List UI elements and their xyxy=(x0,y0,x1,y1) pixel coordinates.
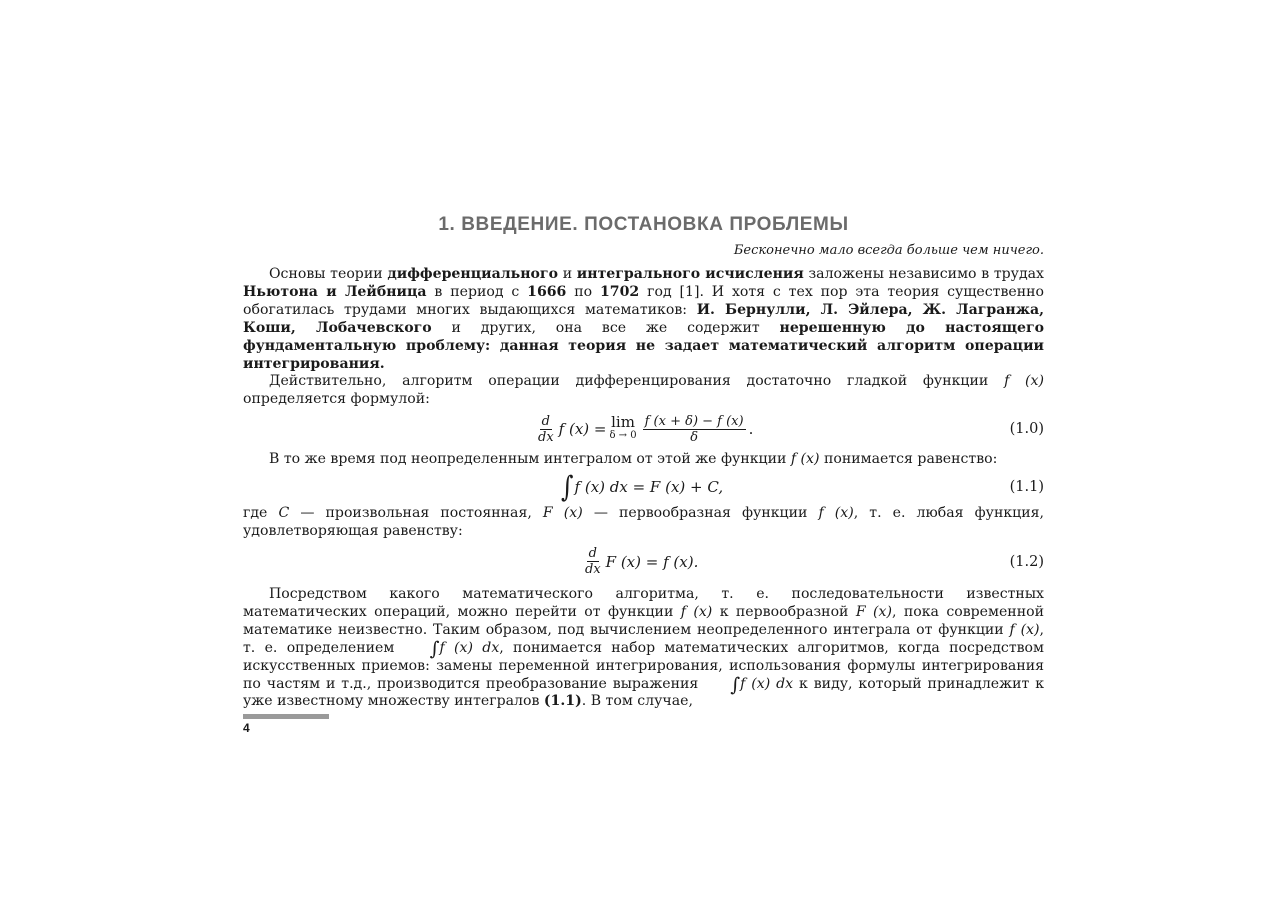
equation-body xyxy=(561,469,723,505)
page-number: 4 xyxy=(243,721,250,735)
equation-label: (1.0) xyxy=(1009,421,1044,438)
text-run: Основы теории xyxy=(269,266,388,282)
text-run: В то же время под неопределенным интегралом от этой же функции xyxy=(269,451,791,468)
math-inline: f (x) xyxy=(818,505,854,522)
equation-label: (1.1) xyxy=(1009,479,1044,496)
text-run: к виду, который принадлежит к уже известному множеству интегралов xyxy=(243,675,1044,710)
math-inline: F (x) xyxy=(855,603,892,620)
limit xyxy=(609,413,637,442)
math-inline: f (x) xyxy=(680,603,713,620)
fraction-difference xyxy=(643,414,746,445)
paragraph-antiderivative xyxy=(243,586,1044,711)
math-inline: f (x) dx xyxy=(740,675,794,692)
limit-word: lim xyxy=(611,413,635,432)
equation-reference: (1.1) xyxy=(543,693,582,710)
text-run: . В том случае, xyxy=(581,693,693,710)
fraction-denominator: δ xyxy=(690,429,699,445)
text-run: определяется формулой: xyxy=(243,391,430,408)
bold-term: дифференциального xyxy=(387,266,558,282)
equation-body xyxy=(580,541,698,583)
math-inline: f (x) xyxy=(1009,621,1040,638)
text-run: Посредством какого математического алгоритма, т. е. последовательности известных математических операций, можно перейти от функции xyxy=(243,585,1044,620)
text-run: , пока современной математике неизвестно. Таким образом, под вычислением неопределенного интеграла от функции xyxy=(243,603,1044,638)
equation-1-2 xyxy=(243,541,1044,583)
fraction-denominator: dx xyxy=(585,562,601,578)
text-run: заложены независимо в трудах xyxy=(803,266,1045,282)
paragraph-constant xyxy=(243,505,1044,541)
text-run: — произвольная постоянная, xyxy=(289,505,543,522)
paragraph-differentiation xyxy=(243,373,1044,409)
equation-body xyxy=(533,409,753,449)
text-run: по xyxy=(566,283,600,300)
fraction-numerator: d xyxy=(588,546,597,562)
text-run: где xyxy=(243,505,279,522)
limit-subscript: δ → 0 xyxy=(609,430,637,442)
bold-term: интегрального исчисления xyxy=(576,266,804,282)
text-run: , т. е. определением xyxy=(243,621,1044,656)
paragraph-integral xyxy=(243,451,1044,469)
text-run: — первообразная функции xyxy=(582,505,819,522)
integral-sign: ∫ xyxy=(429,637,440,660)
text-run: , т. е. любая функция, удовлетворяющая равенству: xyxy=(243,505,1044,540)
equation-label: (1.2) xyxy=(1009,553,1044,570)
text-run: , понимается набор математических алгоритмов, когда посредством искусственных приемов: замены переменной интегрирования, использования формулы интегрирования по частям и т.д., производится преобразование выражения xyxy=(243,639,1044,692)
fraction-derivative xyxy=(583,546,603,577)
equation-1-0 xyxy=(243,409,1044,449)
integral-sign: ∫ xyxy=(561,470,574,504)
math-inline: f (x) xyxy=(1004,373,1044,390)
math-inline: C xyxy=(278,505,290,522)
math-term: f (x) = xyxy=(558,420,607,439)
text-run: и других, она все же содержит xyxy=(431,319,780,336)
math-term: . xyxy=(748,420,754,439)
text-run: год [1]. И хотя с тех пор эта теория существенно обогатилась трудами многих выдающихся математиков: xyxy=(243,283,1045,318)
page-content xyxy=(243,212,1044,711)
text-run: Действительно, алгоритм операции дифференцирования достаточно гладкой функции xyxy=(269,373,1005,390)
bold-term: 1702 xyxy=(599,283,640,300)
bold-term: И. Бернулли, Л. Эйлера, Ж. Лагранжа, Коши, Лобачевского xyxy=(243,301,1044,336)
text-run: понимается равенство: xyxy=(819,451,998,468)
text-run: и xyxy=(557,266,577,282)
math-inline: f (x) xyxy=(790,451,820,468)
bold-term: 1666 xyxy=(527,283,567,300)
chapter-title: 1. ВВЕДЕНИЕ. ПОСТАНОВКА ПРОБЛЕМЫ xyxy=(438,214,849,235)
fraction-numerator: f (x + δ) − f (x) xyxy=(644,413,744,429)
footer-rule xyxy=(243,714,329,719)
bold-term: нерешенную до настоящего фундаментальную проблему: данная теория не задает математический алгоритм операции интегрирования. xyxy=(243,319,1044,372)
math-term: F (x) = f (x). xyxy=(605,552,699,571)
equation-1-1 xyxy=(243,469,1044,505)
bold-term: Ньютона и Лейбница xyxy=(243,283,427,300)
math-inline: f (x) dx xyxy=(439,639,500,656)
paragraph-intro xyxy=(243,266,1044,373)
epigraph: Бесконечно мало всегда больше чем ничего. xyxy=(733,243,1044,258)
math-term: f (x) dx = F (x) + C, xyxy=(574,478,724,497)
math-inline: F (x) xyxy=(542,505,583,522)
text-run: в период с xyxy=(426,283,528,300)
fraction-numerator: d xyxy=(541,413,550,429)
fraction-derivative xyxy=(536,414,556,445)
fraction-denominator: dx xyxy=(538,429,554,445)
integral-sign: ∫ xyxy=(730,673,741,696)
text-run: к первообразной xyxy=(712,603,856,620)
